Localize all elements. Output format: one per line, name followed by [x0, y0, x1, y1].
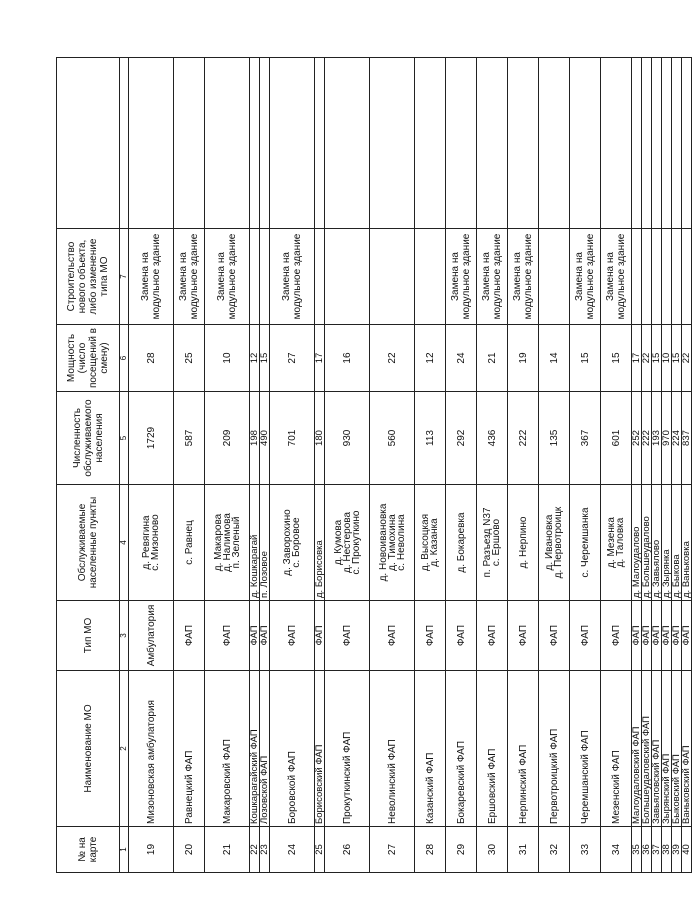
row-construction: Замена на модульное здание	[129, 229, 174, 325]
row-map-number: 22	[250, 827, 260, 873]
header-population: Численность обслуживаемого населения	[57, 392, 120, 485]
row-construction	[370, 229, 415, 325]
settlement-name: д. Кошкарагай	[249, 534, 260, 598]
settlement-name: с. Боровое	[291, 517, 302, 568]
settlement-name: д. Первотроицк	[553, 506, 564, 579]
header-facility-name: Наименование МО	[57, 671, 120, 827]
row-facility-name: Равнецкий ФАП	[174, 671, 205, 827]
table-row	[682, 58, 692, 873]
row-facility-type: ФАП	[205, 601, 250, 671]
settlement-name: с. Черемшанка	[579, 507, 591, 578]
table-row	[250, 58, 260, 873]
settlement-name: д. Тимохина	[386, 514, 398, 571]
settlement-name: д. Быкова	[671, 554, 682, 598]
settlement-name: д. Малоудалово	[631, 526, 642, 598]
col-number: 7	[120, 229, 129, 325]
settlement-name: д. Мезенка	[606, 517, 617, 568]
row-map-number: 31	[508, 827, 539, 873]
table-row	[325, 58, 370, 873]
row-capacity: 28	[129, 325, 174, 392]
settlement-name: с. Неволина	[395, 514, 407, 571]
row-population: 837	[682, 392, 692, 485]
row-facility-type: ФАП	[682, 601, 692, 671]
row-population: 930	[325, 392, 370, 485]
row-construction	[652, 229, 662, 325]
row-capacity: 15	[672, 325, 682, 392]
row-capacity: 25	[174, 325, 205, 392]
table-row	[370, 58, 415, 873]
row-capacity: 17	[315, 325, 325, 392]
row-construction: Замена на модульное здание	[508, 229, 539, 325]
row-facility-name: Неволинский ФАП	[370, 671, 415, 827]
row-map-number: 25	[315, 827, 325, 873]
settlement-name: с. Равнец	[183, 520, 195, 565]
row-population: 601	[601, 392, 632, 485]
table-row	[672, 58, 682, 873]
row-construction: Замена на модульное здание	[270, 229, 315, 325]
settlement-name: д. Нестерова	[341, 511, 353, 574]
row-facility-name: Быковский ФАП	[672, 671, 682, 827]
row-map-number: 39	[672, 827, 682, 873]
row-blank-cell	[415, 58, 446, 229]
settlement-name: д. Ваньковка	[681, 541, 692, 598]
row-settlements	[652, 485, 662, 601]
row-capacity: 22	[682, 325, 692, 392]
row-construction: Замена на модульное здание	[174, 229, 205, 325]
row-settlements	[477, 485, 508, 601]
row-map-number: 36	[642, 827, 652, 873]
settlement-name: д. Зырянка	[661, 549, 672, 598]
settlement-name: д. Новоивановка	[377, 503, 389, 582]
row-blank-cell	[370, 58, 415, 229]
row-population: 252	[632, 392, 642, 485]
row-facility-name: Ершовский ФАП	[477, 671, 508, 827]
row-facility-type: ФАП	[174, 601, 205, 671]
settlement-name: д. Заворохино	[282, 509, 293, 576]
row-blank-cell	[477, 58, 508, 229]
settlement-name: д. Большеудалово	[641, 516, 652, 598]
settlement-name: д. Казанка	[429, 518, 440, 567]
row-map-number: 27	[370, 827, 415, 873]
table-row	[539, 58, 570, 873]
row-capacity: 12	[250, 325, 260, 392]
row-construction	[539, 229, 570, 325]
row-map-number: 37	[652, 827, 662, 873]
col-number: 2	[120, 671, 129, 827]
row-map-number: 21	[205, 827, 250, 873]
row-blank-cell	[570, 58, 601, 229]
row-population: 436	[477, 392, 508, 485]
row-settlements	[270, 485, 315, 601]
row-blank-cell	[601, 58, 632, 229]
row-population: 701	[270, 392, 315, 485]
row-facility-type: ФАП	[652, 601, 662, 671]
settlement-name: д. Макарова	[212, 513, 224, 572]
row-blank-cell	[446, 58, 477, 229]
row-construction: Замена на модульное здание	[601, 229, 632, 325]
row-settlements	[250, 485, 260, 601]
row-facility-name: Черемшанский ФАП	[570, 671, 601, 827]
row-settlements	[601, 485, 632, 601]
header-capacity: Мощность (число посещений в смену)	[57, 325, 120, 392]
row-facility-type: ФАП	[415, 601, 446, 671]
row-construction	[415, 229, 446, 325]
row-settlements	[662, 485, 672, 601]
table-row	[601, 58, 632, 873]
row-population: 560	[370, 392, 415, 485]
row-settlements	[415, 485, 446, 601]
row-map-number: 20	[174, 827, 205, 873]
table-row	[415, 58, 446, 873]
row-facility-name: Большеудаловский ФАП	[642, 671, 652, 827]
row-construction: Замена на модульное здание	[477, 229, 508, 325]
row-blank-cell	[632, 58, 642, 229]
row-settlements	[642, 485, 652, 601]
row-capacity: 12	[415, 325, 446, 392]
rotated-table-container	[56, 58, 692, 873]
table-row	[662, 58, 672, 873]
row-capacity: 15	[601, 325, 632, 392]
settlement-name: д. Завьялово	[651, 539, 662, 598]
table-row	[270, 58, 315, 873]
row-capacity: 19	[508, 325, 539, 392]
row-capacity: 14	[539, 325, 570, 392]
table-row	[508, 58, 539, 873]
row-facility-type: ФАП	[446, 601, 477, 671]
row-population: 209	[205, 392, 250, 485]
row-facility-type: ФАП	[539, 601, 570, 671]
row-construction	[682, 229, 692, 325]
medical-facilities-table	[56, 57, 692, 873]
row-facility-name: Завьяловский ФАП	[652, 671, 662, 827]
row-facility-name: Нерпинский ФАП	[508, 671, 539, 827]
row-settlements	[446, 485, 477, 601]
row-blank-cell	[682, 58, 692, 229]
row-map-number: 32	[539, 827, 570, 873]
row-capacity: 15	[652, 325, 662, 392]
row-settlements	[129, 485, 174, 601]
row-map-number: 35	[632, 827, 642, 873]
row-facility-name: Ваньковский ФАП	[682, 671, 692, 827]
row-population: 970	[662, 392, 672, 485]
settlement-name: п. Разъезд N37	[482, 507, 493, 578]
row-blank-cell	[270, 58, 315, 229]
row-facility-type: ФАП	[632, 601, 642, 671]
settlement-name: п. Зеленый	[230, 516, 242, 569]
row-capacity: 17	[632, 325, 642, 392]
row-construction	[250, 229, 260, 325]
row-facility-name: Первотроицкий ФАП	[539, 671, 570, 827]
table-row	[129, 58, 174, 873]
row-facility-name: Зырянский ФАП	[662, 671, 672, 827]
row-facility-name: Лозовской ФАП	[260, 671, 270, 827]
row-settlements	[672, 485, 682, 601]
row-settlements	[205, 485, 250, 601]
row-capacity: 27	[270, 325, 315, 392]
row-facility-type: ФАП	[570, 601, 601, 671]
row-map-number: 30	[477, 827, 508, 873]
row-population: 113	[415, 392, 446, 485]
row-construction	[632, 229, 642, 325]
table-row	[205, 58, 250, 873]
row-facility-type: ФАП	[370, 601, 415, 671]
row-population: 490	[260, 392, 270, 485]
settlement-name: д. Бокаревка	[455, 512, 467, 573]
row-facility-type: ФАП	[315, 601, 325, 671]
col-number: 3	[120, 601, 129, 671]
row-construction	[642, 229, 652, 325]
row-population: 193	[652, 392, 662, 485]
settlement-name: с. Мизоново	[150, 514, 161, 571]
row-facility-name: Казанский ФАП	[415, 671, 446, 827]
table-row	[632, 58, 642, 873]
row-map-number: 23	[260, 827, 270, 873]
row-population: 198	[250, 392, 260, 485]
row-facility-name: Мизоновская амбулатория	[129, 671, 174, 827]
col-number: 1	[120, 827, 129, 873]
row-capacity: 22	[642, 325, 652, 392]
row-construction	[260, 229, 270, 325]
header-map-number: № на карте	[57, 827, 120, 873]
row-construction: Замена на модульное здание	[570, 229, 601, 325]
settlement-name: д. Налимова	[221, 513, 233, 572]
row-facility-name: Малоудаловский ФАП	[632, 671, 642, 827]
row-construction	[315, 229, 325, 325]
row-population: 587	[174, 392, 205, 485]
row-blank-cell	[315, 58, 325, 229]
row-capacity: 21	[477, 325, 508, 392]
row-capacity: 24	[446, 325, 477, 392]
table-header	[57, 58, 129, 873]
settlement-name: д. Таловка	[615, 517, 626, 568]
row-construction	[672, 229, 682, 325]
row-facility-name: Борисовский ФАП	[315, 671, 325, 827]
row-population: 180	[315, 392, 325, 485]
row-facility-name: Макаровский ФАП	[205, 671, 250, 827]
row-settlements	[174, 485, 205, 601]
row-blank-cell	[642, 58, 652, 229]
row-settlements	[315, 485, 325, 601]
row-map-number: 24	[270, 827, 315, 873]
header-blank	[57, 58, 120, 229]
table-row	[174, 58, 205, 873]
row-blank-cell	[662, 58, 672, 229]
row-facility-type: ФАП	[325, 601, 370, 671]
row-settlements	[325, 485, 370, 601]
row-map-number: 28	[415, 827, 446, 873]
row-construction	[662, 229, 672, 325]
row-facility-type: ФАП	[270, 601, 315, 671]
table-row	[260, 58, 270, 873]
col-number: 4	[120, 485, 129, 601]
row-population: 224	[672, 392, 682, 485]
row-facility-type: ФАП	[601, 601, 632, 671]
row-settlements	[632, 485, 642, 601]
row-map-number: 34	[601, 827, 632, 873]
row-capacity: 10	[662, 325, 672, 392]
row-capacity: 15	[570, 325, 601, 392]
row-blank-cell	[672, 58, 682, 229]
row-facility-name: Бокаревский ФАП	[446, 671, 477, 827]
header-construction: Строительство нового объекта, либо изменение типа МО	[57, 229, 120, 325]
row-blank-cell	[174, 58, 205, 229]
row-facility-name: Мезенский ФАП	[601, 671, 632, 827]
header-settlements: Обслуживаемые населенные пункты	[57, 485, 120, 601]
row-population: 222	[508, 392, 539, 485]
row-construction: Замена на модульное здание	[446, 229, 477, 325]
table-row	[570, 58, 601, 873]
header-facility-type: Тип МО	[57, 601, 120, 671]
row-blank-cell	[539, 58, 570, 229]
row-facility-type: ФАП	[642, 601, 652, 671]
row-blank-cell	[260, 58, 270, 229]
settlement-name: с. Прокуткино	[350, 510, 362, 575]
row-blank-cell	[508, 58, 539, 229]
row-capacity: 10	[205, 325, 250, 392]
row-map-number: 33	[570, 827, 601, 873]
row-facility-type: ФАП	[508, 601, 539, 671]
table-row	[446, 58, 477, 873]
table-body	[129, 58, 692, 873]
row-construction: Замена на модульное здание	[205, 229, 250, 325]
col-number: 5	[120, 392, 129, 485]
row-settlements	[260, 485, 270, 601]
row-capacity: 15	[260, 325, 270, 392]
settlement-name: д. Нерпино	[517, 516, 529, 569]
row-facility-type: Амбулатория	[129, 601, 174, 671]
table-row	[477, 58, 508, 873]
col-number: 6	[120, 325, 129, 392]
row-settlements	[682, 485, 692, 601]
row-capacity: 16	[325, 325, 370, 392]
row-map-number: 19	[129, 827, 174, 873]
row-map-number: 40	[682, 827, 692, 873]
settlement-name: с. Ершово	[491, 518, 502, 567]
table-row	[315, 58, 325, 873]
row-settlements	[539, 485, 570, 601]
row-facility-type: ФАП	[672, 601, 682, 671]
row-facility-type: ФАП	[260, 601, 270, 671]
col-number-blank	[120, 58, 129, 229]
settlement-name: д. Ревягина	[141, 515, 152, 570]
row-settlements	[370, 485, 415, 601]
table-row	[652, 58, 662, 873]
row-facility-name: Боровской ФАП	[270, 671, 315, 827]
row-blank-cell	[652, 58, 662, 229]
row-facility-type: ФАП	[662, 601, 672, 671]
row-population: 222	[642, 392, 652, 485]
row-population: 292	[446, 392, 477, 485]
row-map-number: 29	[446, 827, 477, 873]
settlement-name: п. Лозовое	[259, 551, 270, 598]
settlement-name: д. Борисовка	[314, 540, 325, 598]
row-facility-name: Кошкарагайский ФАП	[250, 671, 260, 827]
settlement-name: д. Ивановка	[544, 514, 555, 571]
row-blank-cell	[205, 58, 250, 229]
row-facility-name: Прокуткинский ФАП	[325, 671, 370, 827]
row-map-number: 26	[325, 827, 370, 873]
row-population: 367	[570, 392, 601, 485]
row-settlements	[508, 485, 539, 601]
row-facility-type: ФАП	[477, 601, 508, 671]
row-blank-cell	[325, 58, 370, 229]
row-settlements	[570, 485, 601, 601]
settlement-name: д. Кумова	[332, 519, 344, 566]
row-construction	[325, 229, 370, 325]
row-population: 135	[539, 392, 570, 485]
row-facility-type: ФАП	[250, 601, 260, 671]
row-map-number: 38	[662, 827, 672, 873]
row-population: 1729	[129, 392, 174, 485]
settlement-name: д. Высоцкая	[420, 513, 431, 572]
row-blank-cell	[250, 58, 260, 229]
row-capacity: 22	[370, 325, 415, 392]
row-blank-cell	[129, 58, 174, 229]
table-row	[642, 58, 652, 873]
